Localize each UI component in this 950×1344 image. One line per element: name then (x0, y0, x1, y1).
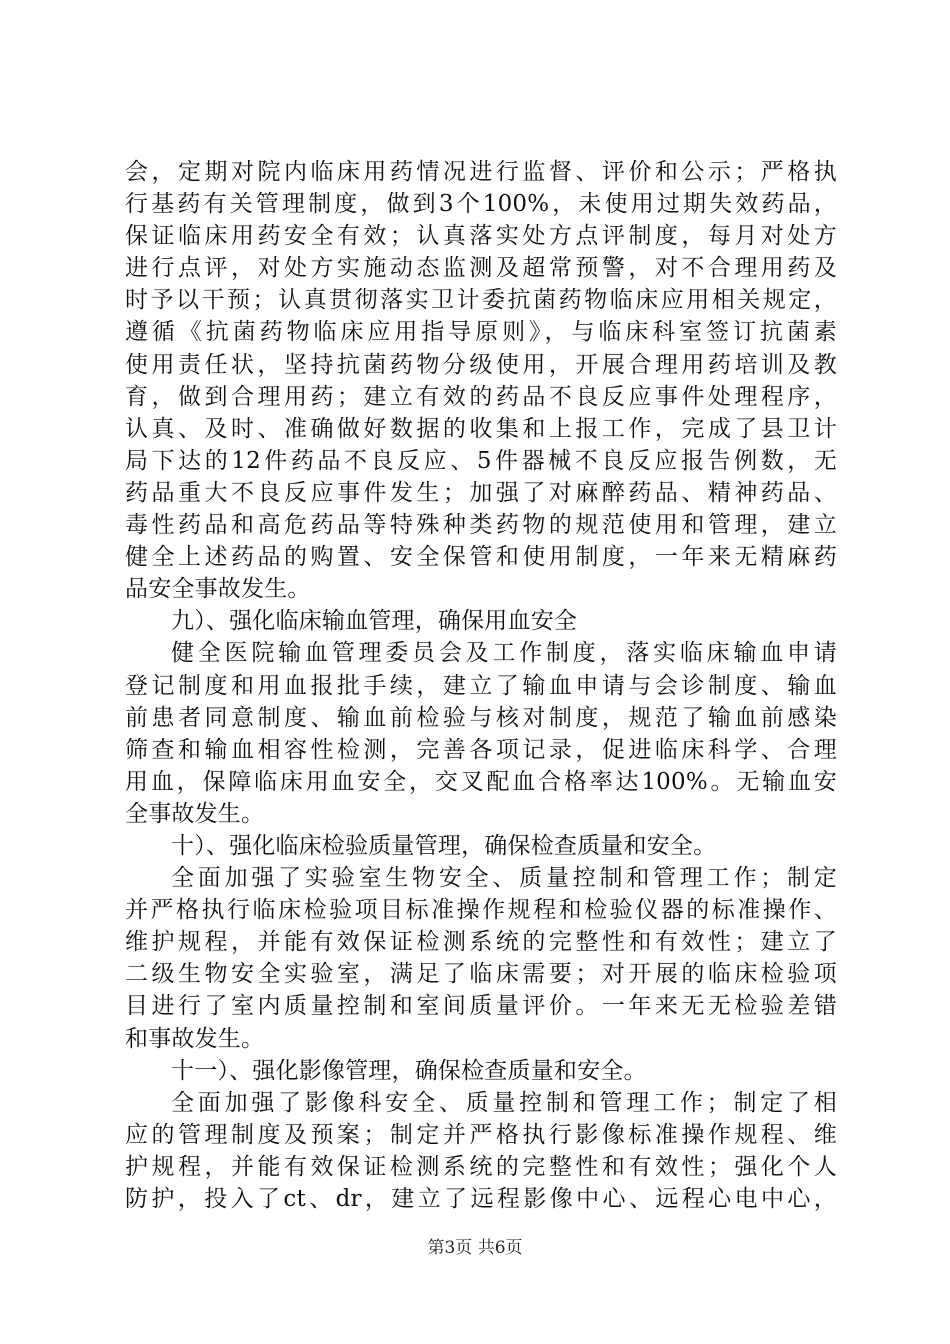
text-line: 健全医院输血管理委员会及工作制度，落实临床输血申请 (171, 640, 837, 667)
section-heading: 十）、强化临床检验质量管理，确保检查质量和安全。 (171, 832, 717, 859)
text-line: 目进行了室内质量控制和室间质量评价。一年来无无检验差错 (125, 993, 837, 1020)
text-line: 健全上述药品的购置、安全保管和使用制度，一年来无精麻药 (125, 544, 837, 571)
text-line: 全事故发生。 (125, 800, 265, 827)
text-line: 筛查和输血相容性检测，完善各项记录，促进临床科学、合理 (125, 736, 837, 763)
text-line: 认真、及时、准确做好数据的收集和上报工作，完成了县卫计 (125, 415, 837, 442)
text-line: 用血，保障临床用血安全，交叉配血合格率达100%。无输血安 (125, 768, 837, 795)
document-body (125, 156, 837, 1215)
text-line: 维护规程，并能有效保证检测系统的完整性和有效性；建立了 (125, 929, 837, 956)
text-line: 进行点评，对处方实施动态监测及超常预警，对不合理用药及 (125, 255, 837, 282)
text-line: 育，做到合理用药；建立有效的药品不良反应事件处理程序， (125, 383, 837, 410)
text-line: 会，定期对院内临床用药情况进行监督、评价和公示；严格执 (125, 159, 837, 185)
text-line: 防护，投入了ct、dr，建立了远程影像中心、远程心电中心， (125, 1186, 837, 1212)
text-line: 应的管理制度及预案；制定并严格执行影像标准操作规程、维 (125, 1121, 837, 1148)
text-line: 行基药有关管理制度，做到3个100%，未使用过期失效药品， (125, 191, 837, 218)
text-line: 前患者同意制度、输血前检验与核对制度，规范了输血前感染 (125, 704, 837, 731)
text-line: 登记制度和用血报批手续，建立了输血申请与会诊制度、输血 (125, 672, 837, 699)
text-line: 药品重大不良反应事件发生；加强了对麻醉药品、精神药品、 (125, 479, 837, 506)
page-footer: 第3页 共6页 (427, 1238, 523, 1258)
text-line: 全面加强了影像科安全、质量控制和管理工作；制定了相 (171, 1089, 837, 1116)
section-heading: 十一）、强化影像管理，确保检查质量和安全。 (171, 1057, 647, 1084)
text-line: 全面加强了实验室生物安全、质量控制和管理工作；制定 (171, 865, 837, 892)
text-line: 护规程，并能有效保证检测系统的完整性和有效性；强化个人 (125, 1153, 837, 1180)
text-line: 时予以干预；认真贯彻落实卫计委抗菌药物临床应用相关规定， (125, 287, 837, 314)
text-line: 保证临床用药安全有效；认真落实处方点评制度，每月对处方 (125, 223, 837, 250)
text-line: 遵循《抗菌药物临床应用指导原则》，与临床科室签订抗菌素 (125, 319, 837, 346)
text-line: 毒性药品和高危药品等特殊种类药物的规范使用和管理，建立 (125, 512, 837, 539)
text-line: 局下达的12件药品不良反应、5件器械不良反应报告例数，无 (125, 447, 837, 474)
text-line: 并严格执行临床检验项目标准操作规程和检验仪器的标准操作、 (125, 897, 837, 924)
section-heading: 九）、强化临床输血管理，确保用血安全 (171, 608, 578, 635)
text-line: 和事故发生。 (125, 1025, 265, 1052)
text-line: 品安全事故发生。 (125, 576, 311, 603)
text-line: 使用责任状，坚持抗菌药物分级使用，开展合理用药培训及教 (125, 351, 837, 378)
text-line: 二级生物安全实验室，满足了临床需要；对开展的临床检验项 (125, 961, 837, 988)
